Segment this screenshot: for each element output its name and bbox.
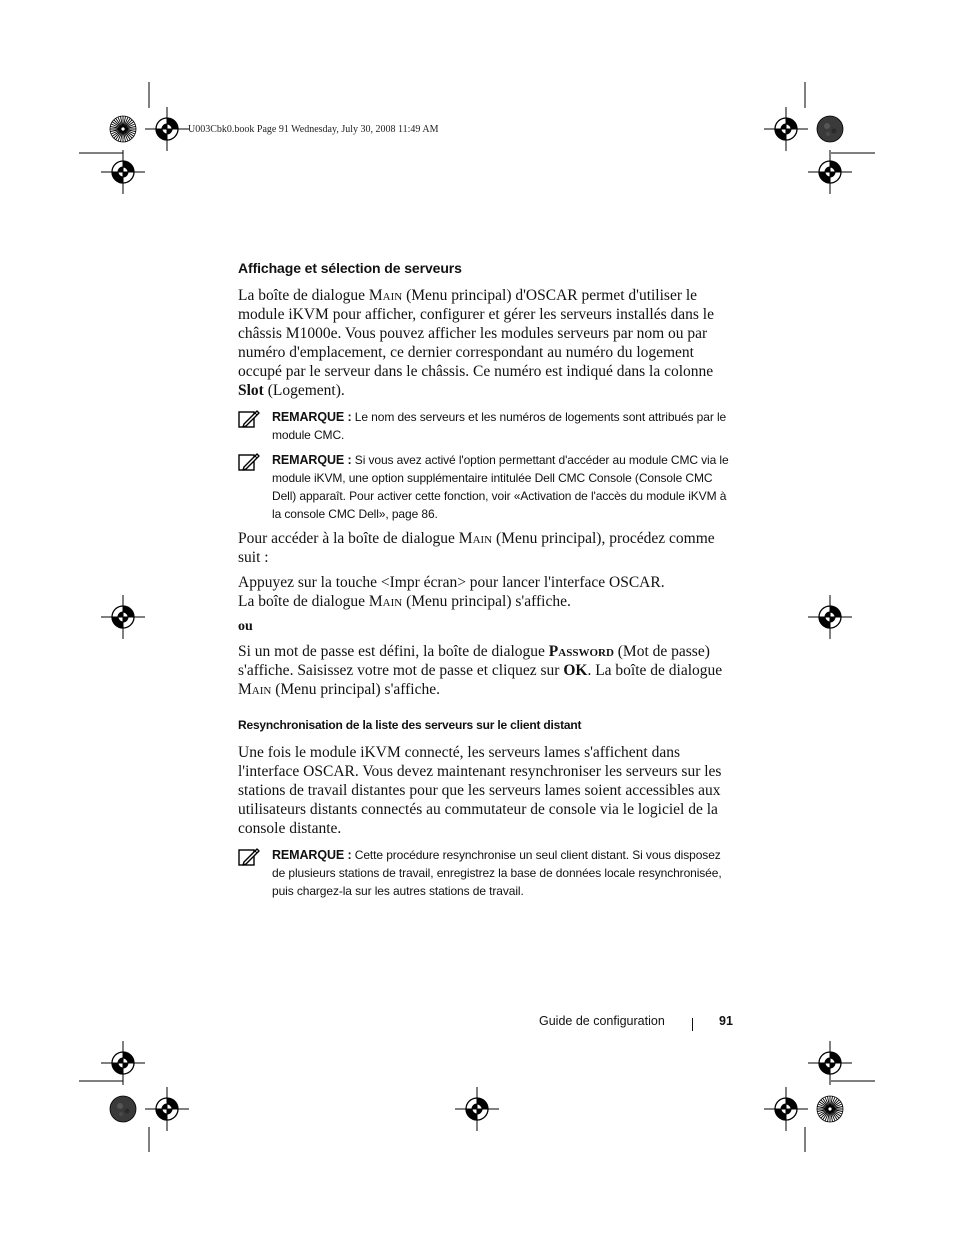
note-label: REMARQUE :: [272, 410, 352, 424]
note-block: [238, 846, 735, 900]
footer-separator: [692, 1018, 693, 1031]
subsection-heading: Resynchronisation de la liste des serveurs sur le client distant: [238, 718, 582, 732]
note-block: [238, 451, 735, 523]
note-text: Cette procédure resynchronise un seul client distant. Si vous disposez de plusieurs stations de travail, enregistrez la base de données locale resynchronisée, puis chargez-la sur les autres stations de travail.: [272, 848, 722, 898]
note-block: [238, 408, 735, 444]
note-label: REMARQUE :: [272, 848, 352, 862]
text-run: (Menu principal) d'OSCAR permet d'utiliser le module iKVM pour afficher, configurer et gérer les serveurs installés dans le châssis M1000e. Vous pouvez afficher les modules serveurs par nom ou par numéro d'emplacement, ce dernier correspondant au numéro du logement occupé par le serveur dans le châssis. Ce numéro est indiqué dans la colonne: [238, 287, 714, 380]
text-run: Si un mot de passe est défini, la boîte de dialogue: [238, 643, 549, 660]
main-content: [238, 258, 735, 900]
note-text: Le nom des serveurs et les numéros de logements sont attribués par le module CMC.: [272, 410, 727, 442]
note-pencil-icon: [238, 409, 260, 429]
ok-term: OK: [563, 662, 588, 679]
password-paragraph: [238, 642, 735, 699]
text-run: La boîte de dialogue: [238, 287, 369, 304]
page-number: 91: [719, 1014, 733, 1028]
or-label: ou: [238, 619, 253, 634]
password-term: Password: [548, 643, 614, 660]
text-run: (Menu principal) s'affiche.: [402, 593, 571, 610]
main-dialog-term: Main: [368, 593, 403, 610]
print-slug: U003Cbk0.book Page 91 Wednesday, July 30, 2008 11:49 AM: [188, 124, 439, 135]
section-heading: Affichage et sélection de serveurs: [238, 260, 462, 276]
step-text: Appuyez sur la touche <Impr écran> pour lancer l'interface OSCAR.: [238, 574, 665, 591]
text-run: Pour accéder à la boîte de dialogue: [238, 530, 459, 547]
access-paragraph: [238, 529, 735, 567]
text-run: (Menu principal) s'affiche.: [271, 681, 440, 698]
text-run: (Mot de passe) s'affiche. Saisissez votre mot de passe et cliquez sur: [238, 643, 710, 679]
intro-paragraph: [238, 286, 735, 400]
text-run: La boîte de dialogue: [238, 593, 369, 610]
note-label: REMARQUE :: [272, 453, 352, 467]
text-run: (Menu principal), procédez comme suit :: [238, 530, 715, 566]
main-dialog-term: Main: [458, 530, 493, 547]
text-run: . La boîte de dialogue: [587, 662, 723, 679]
main-dialog-term: Main: [238, 681, 272, 698]
step-paragraph: [238, 573, 735, 611]
footer-guide-title: Guide de configuration: [539, 1014, 665, 1028]
note-text: Si vous avez activé l'option permettant d'accéder au module CMC via le module iKVM, une option supplémentaire intitulée Dell CMC Console (Console CMC Dell) apparaît. Pour activer cette fonction, voir «Activation de l'accès du module iKVM à la console CMC Dell», page 86.: [272, 453, 729, 521]
text-run: (Logement).: [263, 382, 345, 399]
resync-paragraph: Une fois le module iKVM connecté, les serveurs lames s'affichent dans l'interface OSCAR. Vous devez maintenant resynchroniser les serveurs sur les stations de travail distantes pour que les serveurs lames soient accessibles aux utilisateurs distants connectés au commutateur de console via le logiciel de la console distante.: [238, 744, 722, 837]
main-dialog-term: Main: [368, 287, 403, 304]
note-pencil-icon: [238, 452, 260, 472]
slot-term: Slot: [238, 382, 264, 399]
note-pencil-icon: [238, 847, 260, 867]
